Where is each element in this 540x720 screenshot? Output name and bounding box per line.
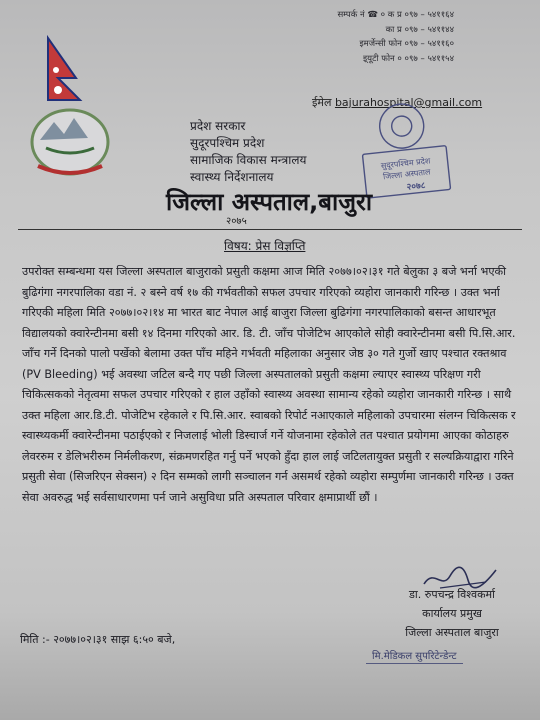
- subject-line: विषय: प्रेस विज्ञप्ति: [224, 239, 306, 253]
- header-line-2: सुदूरपश्चिम प्रदेश: [190, 136, 265, 150]
- stamp-text-1: सुदूरपश्चिम प्रदेश: [380, 156, 431, 171]
- office-phone-line: का प्र ०९७ – ५४११४४: [385, 24, 454, 35]
- signature-block: [352, 585, 540, 642]
- email-label: ईमेल: [312, 96, 332, 109]
- header-line-3: सामाजिक विकास मन्त्रालय: [190, 153, 307, 167]
- press-release-body: [22, 262, 528, 508]
- header-divider: [18, 229, 522, 230]
- stamp-text-2: जिल्ला अस्पताल: [382, 167, 431, 182]
- emergency-phone-line: इमर्जेन्सी फोन ०९७ – ५४११६०: [359, 39, 454, 49]
- issue-date: मिति :- २०७७।०२।३१ साझ ६:५० बजे,: [20, 633, 176, 646]
- contact-block: [224, 8, 454, 66]
- government-header: [190, 118, 306, 186]
- header-line-1: प्रदेश सरकार: [190, 119, 246, 133]
- phone-line: सम्पर्क नं ☎ ० क प्र ०९७ – ५४११६४: [337, 10, 454, 20]
- signatory-office: जिल्ला अस्पताल बाजुरा: [405, 626, 499, 639]
- hospital-name: जिल्ला अस्पताल,बाजुरा: [166, 188, 373, 216]
- email-link[interactable]: bajurahospital@gmail.com: [334, 96, 483, 109]
- body-paragraph: उपरोक्त सम्बन्धमा यस जिल्ला अस्पताल बाजुराको प्रसुती कक्षमा आज मिति २०७७।०२।३१ गते बेलुका ३ बजे भर्ना भएकी बुढिगंगा नगरपालिका वडा नं. २ बस्ने वर्ष १७ की गर्भवतीको सफल उपचार गरिएको व्यहोरा जानकारी गरिन्छ । उक्त भर्ना गरिएकी महिला मिति २०७७।०२।१४ मा भारत बाट नेपाल आई बाजुरा जिल्ला बुढिगंगा नगरपालिकाको बसन्त आधारभूत विद्यालयको क्वारेन्टीनमा बसी १४ दिनमा गरिएको आर. डि. टी. जाँच पोजेटिभ आएकोले सोही क्वारेन्टीनमा बसी पि.सि.आर. जाँच गर्ने दिनको पालो पर्खेको बेलामा उक्त पाँच महिने गर्भवती महिलाका अनुसार जेष्ठ ३० गते गुर्जो खाए पश्चात रक्तश्राव (PV Bleeding) भई अवस्था जटिल बन्दै गए पछी जिल्ला अस्पतालको प्रसुती कक्षमा ल्याएर स्वास्थ्य परिक्षण गरी चिकित्सकको नेतृत्वमा सफल उपचार गरिएको र हाल उहाँको स्वास्थ्य अवस्था सामान्य रहेको व्यहोरा जानकारी गरिन्छ । साथै उक्त महिला आर.डि.टी. पोजेटिभ रहेकाले र पि.सि.आर. स्वाबको रिपोर्ट नआएकाले महिलाको उपचारमा संलग्न चिकित्सक र स्वास्थ्यकर्मी क्वारेन्टीनमा पठाईएको र निजलाई भोली डिस्चार्ज गर्ने योजनामा रहेकोले तत पश्चात प्रयोगमा आएका कोठाहरु लेवररुम र डेलिभरीरुम निर्मलीकरण, संक्रमणरहित गर्नु पर्ने भएको हुँदा हाल लाई जटिलतायुक्त प्रसुती र सल्यक्रियाद्वारा गरिने प्रसुती सेवा (सिजरिएन सेक्सन) २ दिन सम्मको लागी सञ्चालन गर्न असमर्थ रहेको व्यहोरा सम्पुर्णमा जानकारी गरिन्छ । उक्त सेवा अवरुद्ध भई सर्वसाधारणमा पर्न जाने असुविधा प्रति अस्पताल परिवार क्षमाप्रार्थी छौं ।: [22, 265, 516, 504]
- signatory-title: कार्यालय प्रमुख: [422, 607, 482, 620]
- header-line-4: स्वास्थ्य निर्देशनालय: [190, 170, 274, 184]
- designation-stamp: मि.मेडिकल सुपरिटेन्डेन्ट: [366, 648, 463, 664]
- establishment-year: २०७५: [226, 216, 247, 227]
- nepal-emblem-icon: [18, 30, 110, 180]
- stamp-year: २०७८: [406, 180, 426, 193]
- duty-phone-line: इ्यूटी फोन ० ०९७ – ५४११५४: [362, 53, 454, 64]
- signatory-name: डा. रुपचन्द्र विश्वकर्मा: [409, 588, 495, 601]
